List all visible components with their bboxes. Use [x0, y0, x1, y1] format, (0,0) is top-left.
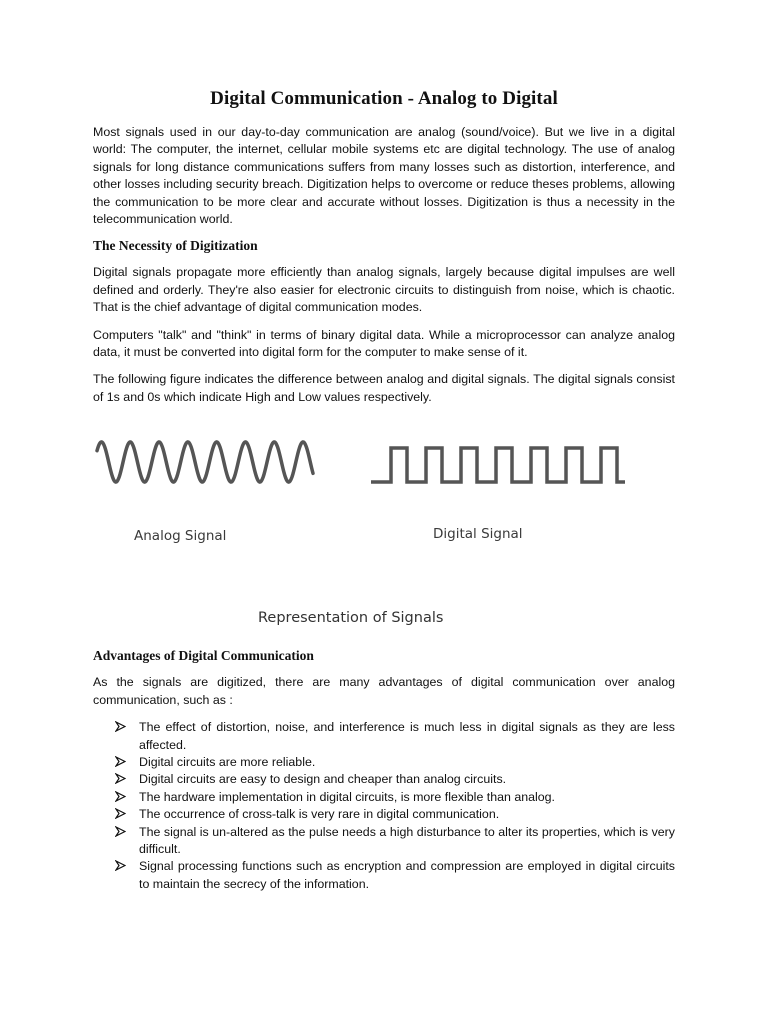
list-item: The effect of distortion, noise, and interference is much less in digital signals as they are less affected. — [115, 719, 675, 754]
analog-wave-graphic — [94, 436, 316, 488]
signals-figure — [93, 416, 675, 638]
necessity-paragraph-2: Computers "talk" and "think" in terms of binary digital data. While a microprocessor can analyze analog data, it must be converted into digital form for the computer to make sense of it. — [93, 327, 675, 360]
arrow-bullet-icon — [115, 721, 126, 732]
digital-signal-label: Digital Signal — [433, 526, 523, 543]
necessity-paragraph-1: Digital signals propagate more efficiently than analog signals, largely because digital impulses are well defined and orderly. They're also easier for electronic circuits to distinguish from noise, which is chaotic. That is the chief advantage of digital communication modes. — [93, 265, 675, 315]
necessity-heading: The Necessity of Digitization — [93, 238, 258, 254]
figure-caption: Representation of Signals — [258, 610, 444, 627]
digital-wave-graphic — [369, 444, 625, 486]
arrow-bullet-icon — [115, 773, 126, 784]
list-item: The hardware implementation in digital circuits, is more flexible than analog. — [115, 789, 675, 806]
list-item: Digital circuits are easy to design and cheaper than analog circuits. — [115, 771, 675, 788]
arrow-bullet-icon — [115, 791, 126, 802]
analog-signal-label: Analog Signal — [134, 528, 227, 545]
document-page — [93, 88, 675, 893]
necessity-paragraph-3: The following figure indicates the difference between analog and digital signals. The digital signals consist of 1s and 0s which indicate High and Low values respectively. — [93, 372, 675, 404]
arrow-bullet-icon — [115, 808, 126, 819]
list-item: Digital circuits are more reliable. — [115, 754, 675, 771]
arrow-bullet-icon — [115, 860, 126, 871]
list-item: Signal processing functions such as encryption and compression are employed in digital circuits to maintain the secrecy of the information. — [115, 858, 675, 893]
arrow-bullet-icon — [115, 756, 126, 767]
advantages-intro: As the signals are digitized, there are many advantages of digital communication over analog communication, such as : — [93, 675, 675, 707]
list-item: The signal is un-altered as the pulse needs a high disturbance to alter its properties, which is very difficult. — [115, 824, 675, 859]
intro-paragraph: Most signals used in our day-to-day communication are analog (sound/voice). But we live in a digital world: The computer, the internet, cellular mobile systems etc are digital technology. The use of analog signals for long distance communications suffers from many losses such as distortion, interference, and other losses including security breach. Digitization helps to overcome or reduce theses problems, allowing the communication to be more clear and accurate without losses. Digitization is thus a necessity in the telecommunication world. — [93, 125, 675, 227]
page-title: Digital Communication - Analog to Digital — [210, 88, 558, 109]
arrow-bullet-icon — [115, 826, 126, 837]
list-item: The occurrence of cross-talk is very rare in digital communication. — [115, 806, 675, 823]
advantages-list — [93, 719, 675, 893]
advantages-heading: Advantages of Digital Communication — [93, 648, 314, 664]
